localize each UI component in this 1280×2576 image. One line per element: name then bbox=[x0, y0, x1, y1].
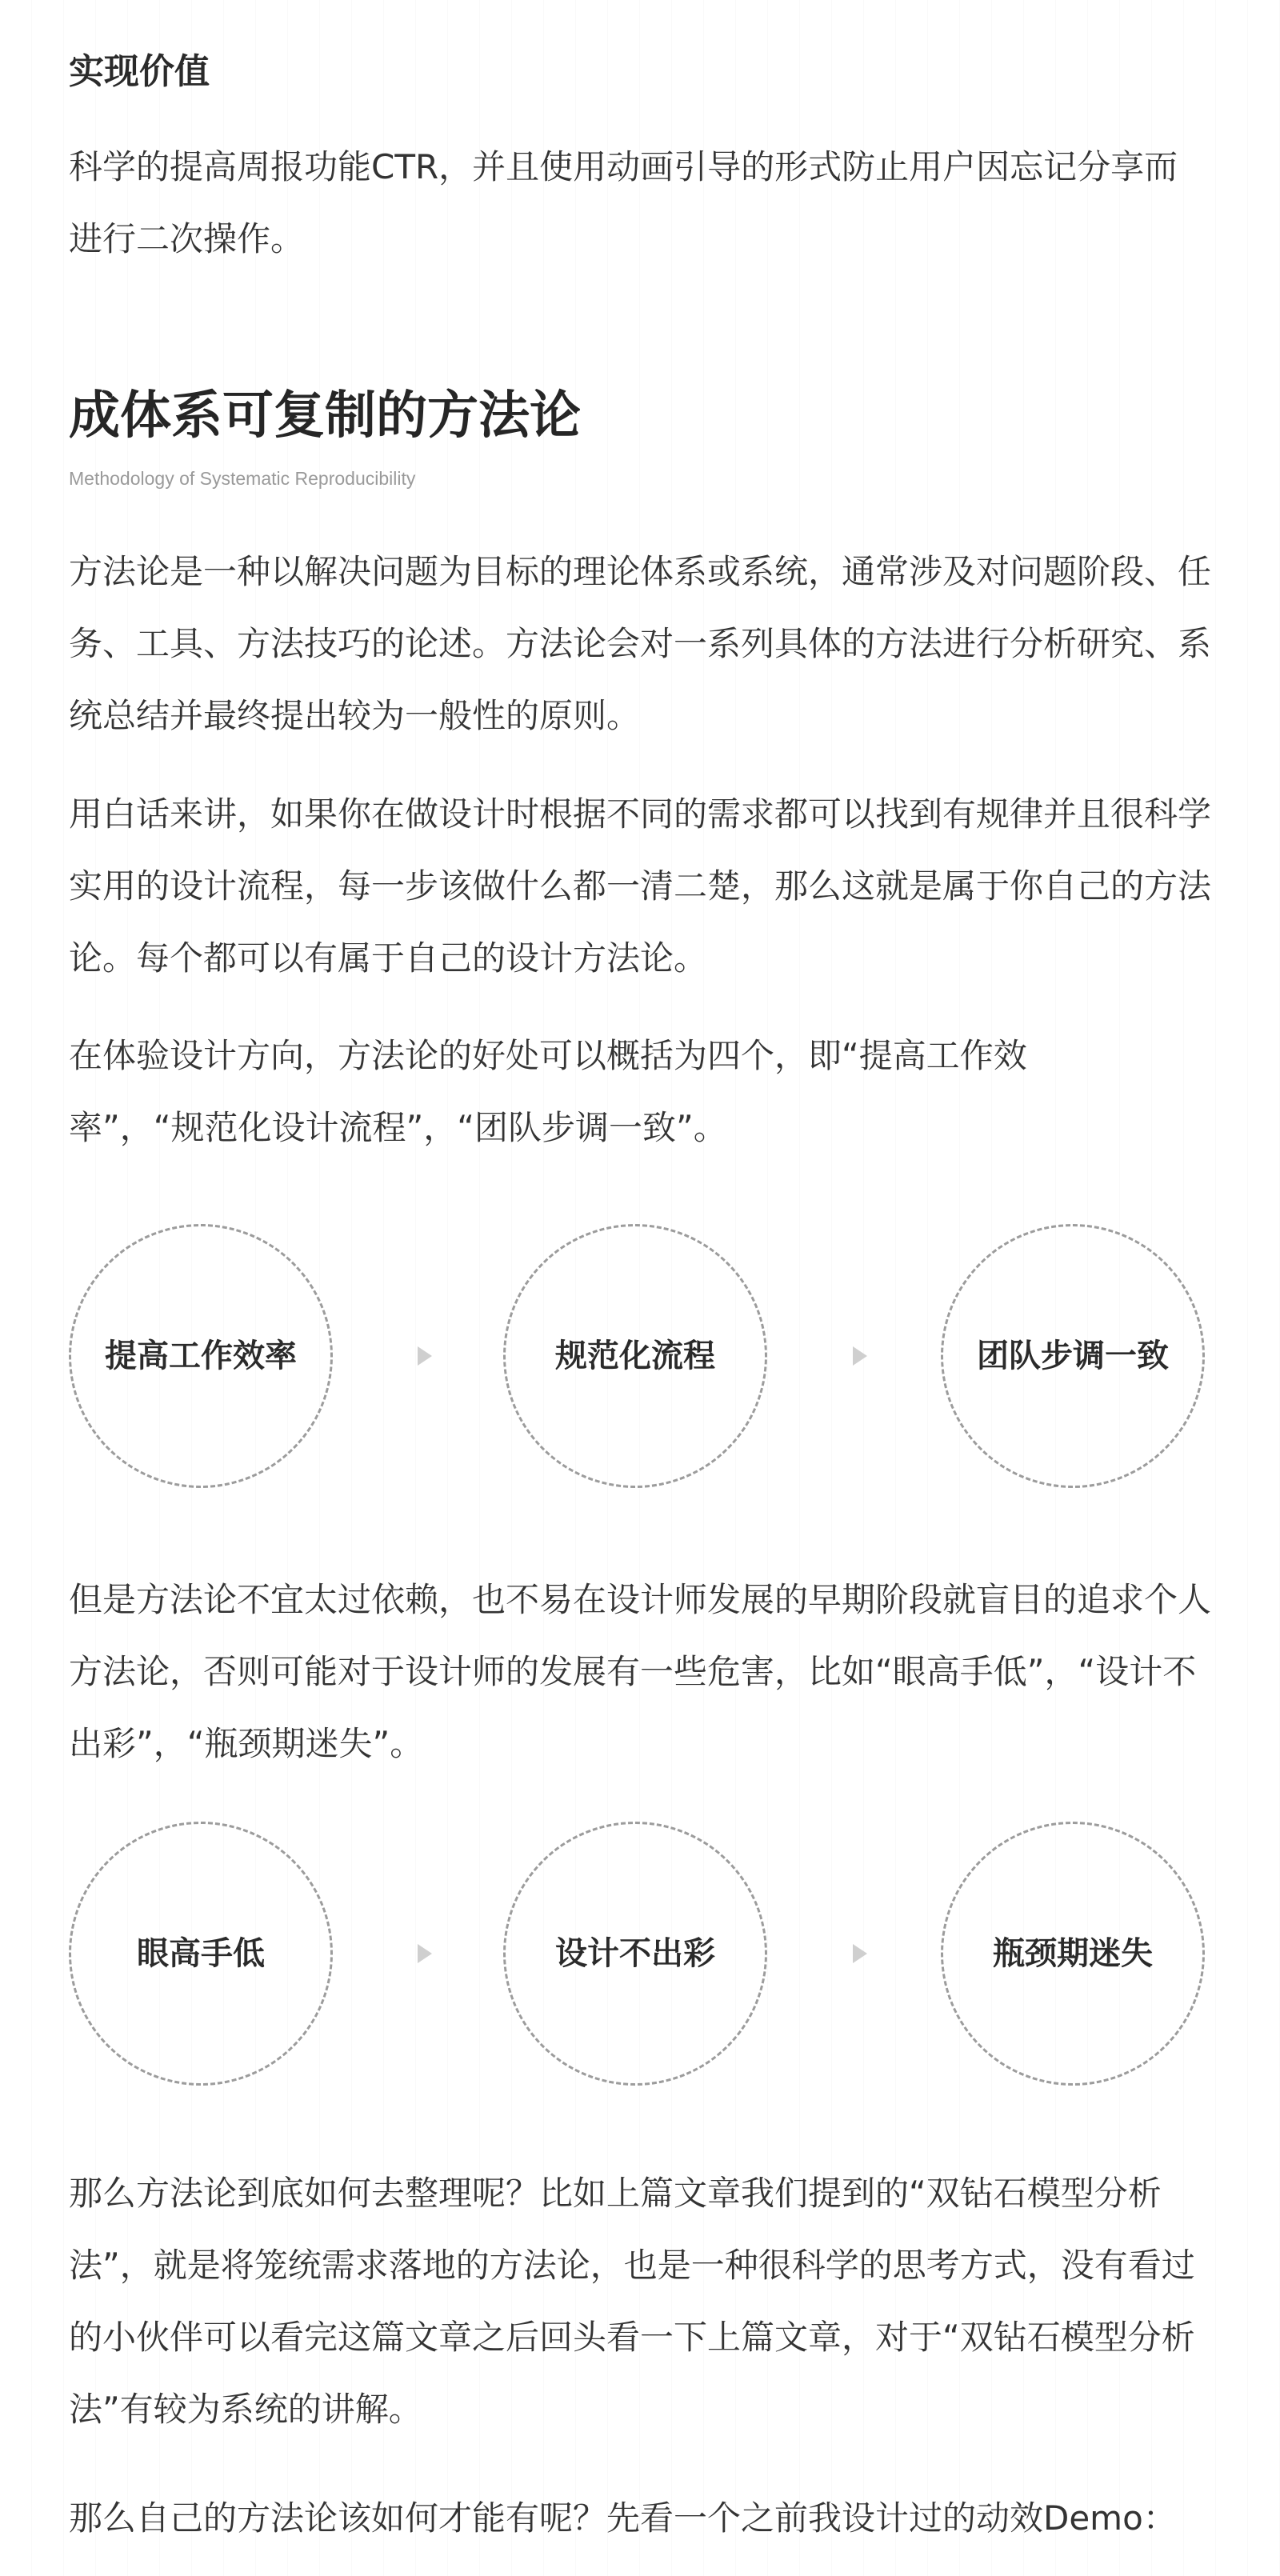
benefit-label: 提高工作效率 bbox=[105, 1337, 297, 1374]
methodology-definition-paragraph: 方法论是一种以解决问题为目标的理论体系或系统，通常涉及对问题阶段、任务、工具、方法技巧的论述。方法论会对一系列具体的方法进行分析研究、系统总结并最终提出较为一般性的原则。 bbox=[69, 552, 1212, 735]
demo-intro-paragraph: 那么自己的方法论该如何才能有呢？先看一个之前我设计过的动效Demo： bbox=[69, 2498, 1177, 2538]
triangle-right-icon bbox=[418, 1346, 432, 1366]
triangle-right-icon bbox=[418, 1944, 432, 1963]
triangle-right-icon bbox=[853, 1346, 867, 1366]
risk-circle bbox=[503, 1822, 767, 2086]
risk-label: 瓶颈期迷失 bbox=[993, 1934, 1153, 1972]
plain-explanation-paragraph: 用白话来讲，如果你在做设计时根据不同的需求都可以找到有规律并且很科学实用的设计流程，每一步该做什么都一清二楚，那么这就是属于你自己的方法论。每个都可以有属于自己的设计方法论。 bbox=[69, 794, 1212, 978]
benefit-circle bbox=[503, 1224, 767, 1488]
benefit-circle bbox=[941, 1224, 1205, 1488]
value-paragraph: 科学的提高周报功能CTR，并且使用动画引导的形式防止用户因忘记分享而进行二次操作。 bbox=[69, 147, 1178, 258]
benefit-label: 规范化流程 bbox=[555, 1337, 715, 1374]
risk-circle bbox=[941, 1822, 1205, 2086]
risk-label: 设计不出彩 bbox=[555, 1934, 715, 1972]
caution-paragraph: 但是方法论不宜太过依赖，也不易在设计师发展的早期阶段就盲目的追求个人方法论，否则可能对于设计师的发展有一些危害，比如“眼高手低”，“设计不出彩”，“瓶颈期迷失”。 bbox=[69, 1580, 1212, 1763]
risk-circle bbox=[69, 1822, 333, 2086]
benefit-label: 团队步调一致 bbox=[977, 1337, 1169, 1374]
organizing-paragraph: 那么方法论到底如何去整理呢？比如上篇文章我们提到的“双钻石模型分析法”，就是将笼统需求落地的方法论，也是一种很科学的思考方式，没有看过的小伙伴可以看完这篇文章之后回头看一下上篇文章，对于“双钻石模型分析法”有较为系统的讲解。 bbox=[69, 2174, 1195, 2429]
section-subheading: Methodology of Systematic Reproducibility bbox=[69, 468, 416, 489]
risks-flow-diagram bbox=[69, 1822, 1221, 2094]
benefits-flow-diagram bbox=[69, 1224, 1221, 1496]
section-heading: 成体系可复制的方法论 bbox=[69, 386, 581, 446]
benefit-circle bbox=[69, 1224, 333, 1488]
section-label: 实现价值 bbox=[69, 51, 210, 92]
benefits-paragraph: 在体验设计方向，方法论的好处可以概括为四个，即“提高工作效率”，“规范化设计流程”，“团队步调一致”。 bbox=[69, 1036, 1027, 1147]
triangle-right-icon bbox=[853, 1944, 867, 1963]
risk-label: 眼高手低 bbox=[137, 1934, 265, 1972]
